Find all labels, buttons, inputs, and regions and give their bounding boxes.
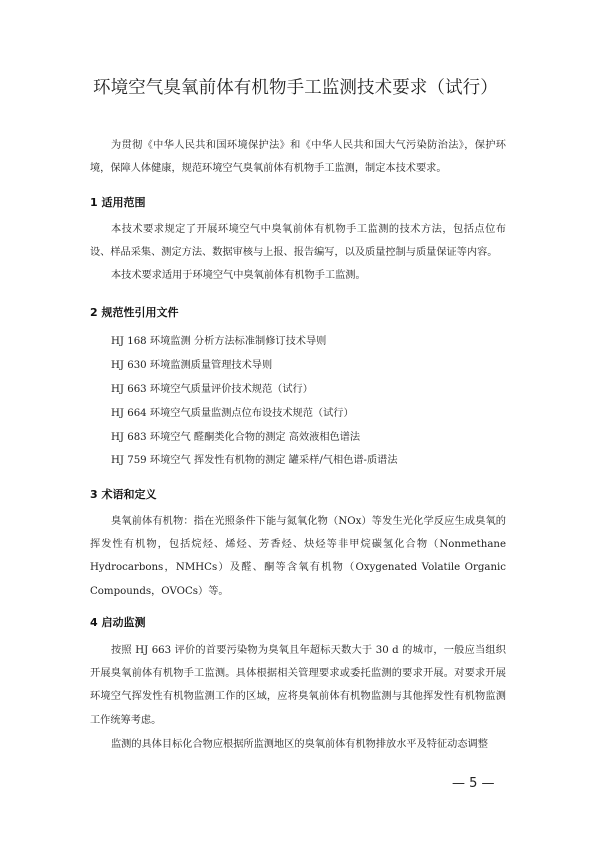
section-1-paragraph-2: 本技术要求适用于环境空气中臭氧前体有机物手工监测。 <box>111 270 366 281</box>
reference-item: HJ 683 环境空气 醛酮类化合物的测定 高效液相色谱法 <box>111 432 361 443</box>
reference-item: HJ 168 环境监测 分析方法标准制修订技术导则 <box>111 336 327 347</box>
reference-item: HJ 759 环境空气 挥发性有机物的测定 罐采样/气相色谱-质谱法 <box>111 455 398 466</box>
section-4-paragraph-2: 监测的具体目标化合物应根据所监测地区的臭氧前体有机物排放水平及特征动态调整 <box>111 739 488 750</box>
section-1-paragraph-1: 本技术要求规定了开展环境空气中臭氧前体有机物手工监测的技术方法，包括点位布设、样品采集、测定方法、数据审核与上报、报告编写，以及质量控制与质量保证等内容。 <box>90 224 506 259</box>
page-number: — 5 — <box>452 776 495 791</box>
reference-item: HJ 663 环境空气质量评价技术规范（试行） <box>111 384 313 395</box>
section-4-paragraph-1: 按照 HJ 663 评价的首要污染物为臭氧且年超标天数大于 30 d 的城市，一般应当组织开展臭氧前体有机物手工监测。具体根据相关管理要求或委托监测的要求开展。对要求开展环境空气挥发性有机物监测工作的区域，应将臭氧前体有机物监测与其他挥发性有机物监测工作统筹考虑。 <box>90 645 506 726</box>
intro-paragraph: 为贯彻《中华人民共和国环境保护法》和《中华人民共和国大气污染防治法》，保护环境，保障人体健康，规范环境空气臭氧前体有机物手工监测，制定本技术要求。 <box>90 140 506 175</box>
page-title: 环境空气臭氧前体有机物手工监测技术要求（试行） <box>93 78 498 98</box>
reference-item: HJ 630 环境监测质量管理技术导则 <box>111 360 273 371</box>
section-2-heading: 2 规范性引用文件 <box>90 306 179 319</box>
section-3-paragraph-1: 臭氧前体有机物：指在光照条件下能与氮氧化物（NOx）等发生光化学反应生成臭氧的挥发性有机物，包括烷烃、烯烃、芳香烃、炔烃等非甲烷碳氢化合物（Nonmethane Hydrocarbons，NMHCs）及醛、酮等含氧有机物（Oxygenated Volatile Organic Compounds，OVOCs）等。 <box>90 516 506 597</box>
section-1-heading: 1 适用范围 <box>90 196 146 209</box>
section-3-heading: 3 术语和定义 <box>90 488 157 501</box>
section-4-heading: 4 启动监测 <box>90 616 146 629</box>
reference-item: HJ 664 环境空气质量监测点位布设技术规范（试行） <box>111 408 354 419</box>
